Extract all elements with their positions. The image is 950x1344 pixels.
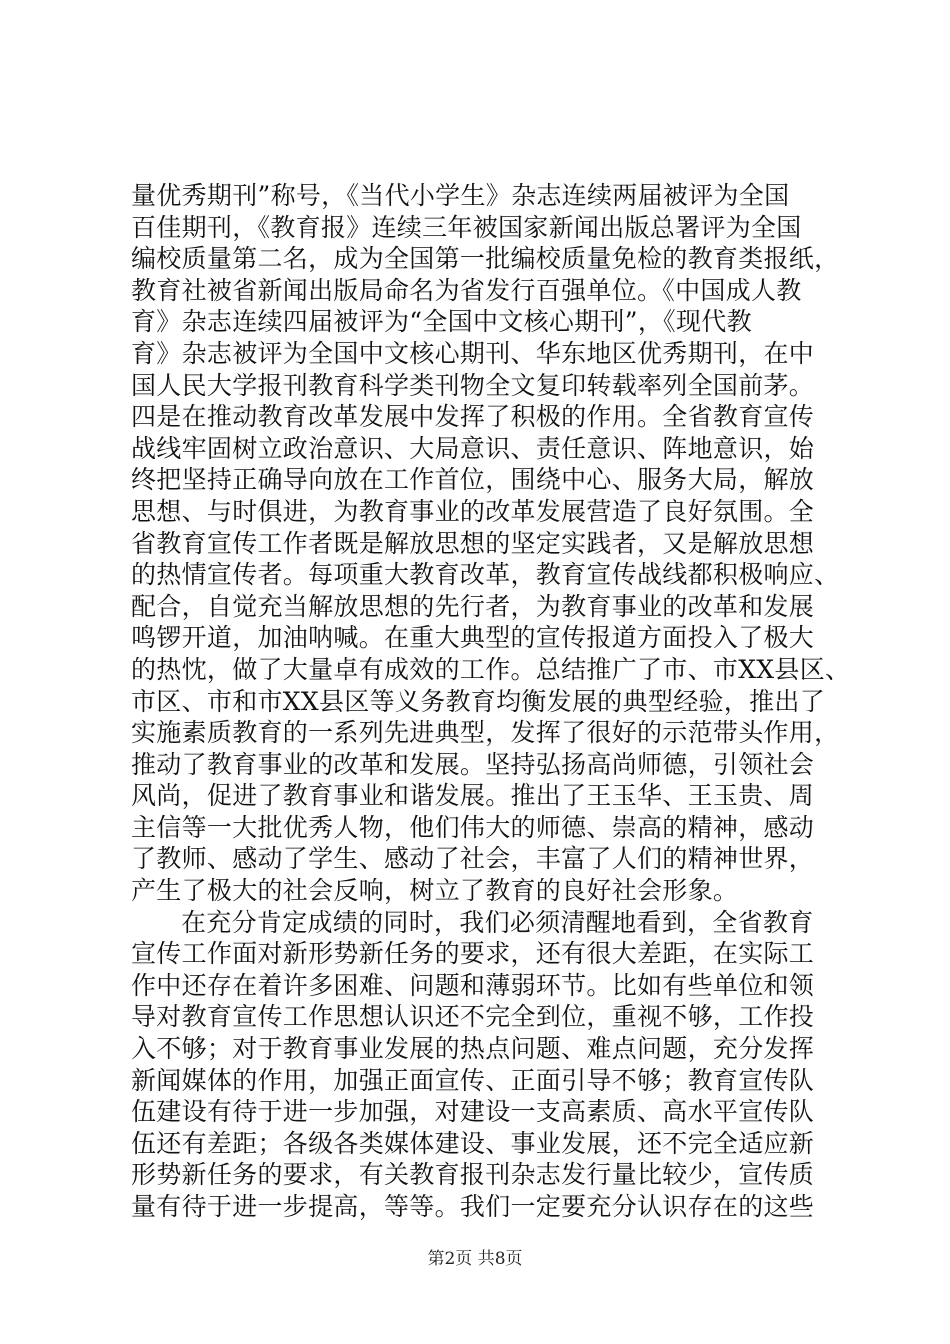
text-line: 推动了教育事业的改革和发展。坚持弘扬高尚师德，引领社会 <box>131 749 815 779</box>
text-line: 思想、与时俱进，为教育事业的改革发展营造了良好氛围。全 <box>131 496 815 526</box>
text-line: 市区、市和市XX县区等义务教育均衡发展的典型经验，推出了 <box>131 686 825 716</box>
text-line: 伍还有差距；各级各类媒体建设、事业发展，还不完全适应新 <box>131 1128 815 1158</box>
text-line: 量优秀期刊”称号，《当代小学生》杂志连续两届被评为全国 <box>131 181 790 210</box>
text-line: 了教师、感动了学生、感动了社会，丰富了人们的精神世界， <box>131 844 815 874</box>
text-line: 宣传工作面对新形势新任务的要求，还有很大差距，在实际工 <box>131 939 815 969</box>
text-line: 终把坚持正确导向放在工作首位，围绕中心、服务大局，解放 <box>131 465 815 495</box>
text-line: 量有待于进一步提高，等等。我们一定要充分认识存在的这些 <box>131 1192 815 1221</box>
document-body <box>131 180 851 1223</box>
text-line: 省教育宣传工作者既是解放思想的坚定实践者，又是解放思想 <box>131 528 815 558</box>
text-line: 育》杂志被评为全国中文核心期刊、华东地区优秀期刊，在中 <box>131 338 815 368</box>
text-line: 鸣锣开道，加油呐喊。在重大典型的宣传报道方面投入了极大 <box>131 623 815 653</box>
text-line: 育》杂志连续四届被评为“全国中文核心期刊”，《现代教 <box>131 307 752 337</box>
text-line: 形势新任务的要求，有关教育报刊杂志发行量比较少，宣传质 <box>131 1160 815 1190</box>
text-line: 产生了极大的社会反响，树立了教育的良好社会形象。 <box>131 876 739 906</box>
text-line: 教育社被省新闻出版局命名为省发行百强单位。《中国成人教 <box>131 275 802 305</box>
text-line: 风尚，促进了教育事业和谐发展。推出了王玉华、王玉贵、周 <box>131 781 815 811</box>
text-line: 配合，自觉充当解放思想的先行者，为教育事业的改革和发展 <box>131 591 815 621</box>
paragraph-start-line: 在充分肯定成绩的同时，我们必须清醒地看到，全省教育 <box>181 907 814 937</box>
text-line: 的热情宣传者。每项重大教育改革，教育宣传战线都积极响应、 <box>131 560 840 590</box>
text-line: 国人民大学报刊教育科学类刊物全文复印转载率列全国前茅。 <box>131 370 815 400</box>
text-line: 伍建设有待于进一步加强，对建设一支高素质、高水平宣传队 <box>131 1097 815 1127</box>
text-line: 编校质量第二名，成为全国第一批编校质量免检的教育类报纸， <box>131 244 840 274</box>
text-line: 战线牢固树立政治意识、大局意识、责任意识、阵地意识，始 <box>131 433 815 463</box>
text-line: 百佳期刊，《教育报》连续三年被国家新闻出版总署评为全国 <box>131 212 802 242</box>
text-line: 作中还存在着许多困难、问题和薄弱环节。比如有些单位和领 <box>131 970 815 1000</box>
text-line: 四是在推动教育改革发展中发挥了积极的作用。全省教育宣传 <box>131 402 815 432</box>
text-line: 新闻媒体的作用，加强正面宣传、正面引导不够；教育宣传队 <box>131 1065 815 1095</box>
page-number-footer: 第2页 共8页 <box>427 1249 523 1269</box>
text-line: 导对教育宣传工作思想认识还不完全到位，重视不够，工作投 <box>131 1002 815 1032</box>
text-line: 实施素质教育的一系列先进典型，发挥了很好的示范带头作用， <box>131 718 840 748</box>
text-line: 的热忱，做了大量卓有成效的工作。总结推广了市、市XX县区、 <box>131 654 851 684</box>
text-line: 入不够；对于教育事业发展的热点问题、难点问题，充分发挥 <box>131 1034 815 1064</box>
text-line: 主信等一大批优秀人物，他们伟大的师德、崇高的精神，感动 <box>131 812 815 842</box>
